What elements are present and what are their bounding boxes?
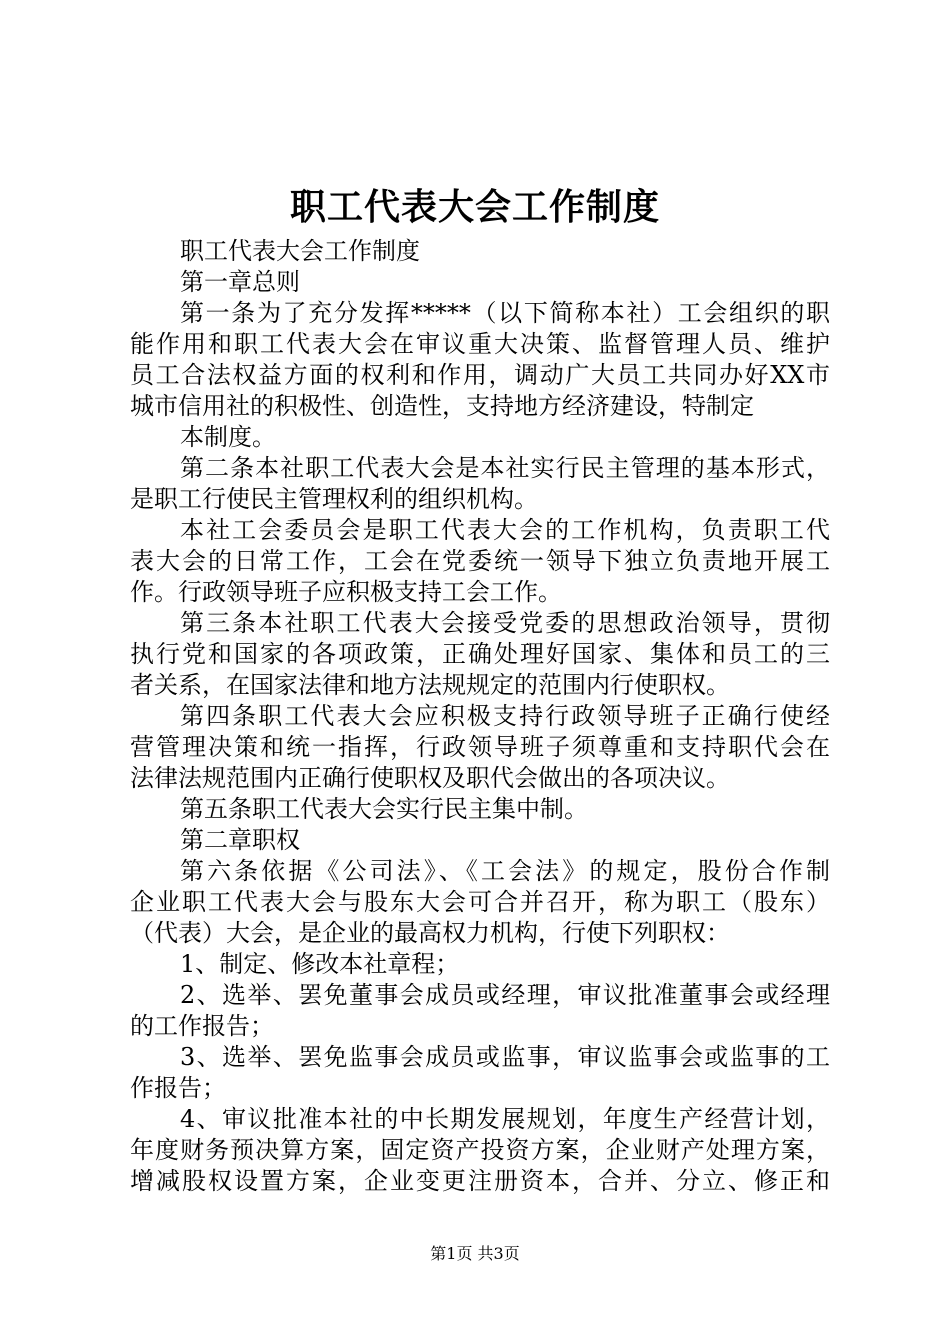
text-line: 增减股权设置方案，企业变更注册资本，合并、分立、修正和 [130, 1167, 830, 1195]
text-line: 执行党和国家的各项政策，正确处理好国家、集体和员工的三 [130, 640, 830, 668]
text-line: 表大会的日常工作，工会在党委统一领导下独立负责地开展工 [130, 547, 830, 575]
text-line: 本社工会委员会是职工代表大会的工作机构，负责职工代 [180, 516, 830, 544]
text-line: 的工作报告； [130, 1012, 274, 1040]
text-line: 第一章总则 [180, 268, 300, 296]
text-line: （代表）大会，是企业的最高权力机构，行使下列职权： [130, 919, 730, 947]
text-line: 者关系，在国家法律和地方法规规定的范围内行使职权。 [130, 671, 730, 699]
text-line: 第二条本社职工代表大会是本社实行民主管理的基本形式， [180, 454, 830, 482]
text-line: 第一条为了充分发挥*****（以下简称本社）工会组织的职 [180, 299, 830, 327]
text-line: 营管理决策和统一指挥，行政领导班子须尊重和支持职代会在 [130, 733, 830, 761]
text-line: 第四条职工代表大会应积极支持行政领导班子正确行使经 [180, 702, 830, 730]
text-line: 作。行政领导班子应积极支持工会工作。 [130, 578, 562, 606]
text-line: 第六条依据《公司法》、《工会法》的规定，股份合作制 [180, 857, 830, 885]
document-body [130, 236, 830, 1197]
document-title: 职工代表大会工作制度 [289, 186, 660, 228]
text-line: 2、选举、罢免董事会成员或经理，审议批准董事会或经理 [180, 981, 830, 1009]
text-line: 员工合法权益方面的权利和作用，调动广大员工共同办好XX市 [130, 361, 830, 389]
text-line: 年度财务预决算方案，固定资产投资方案，企业财产处理方案， [130, 1136, 830, 1164]
page-number-footer: 第1页 共3页 [430, 1244, 520, 1263]
text-line: 是职工行使民主管理权利的组织机构。 [130, 485, 538, 513]
text-line: 第五条职工代表大会实行民主集中制。 [180, 795, 588, 823]
text-line: 法律法规范围内正确行使职权及职代会做出的各项决议。 [130, 764, 730, 792]
text-line: 作报告； [130, 1074, 226, 1102]
text-line: 3、选举、罢免监事会成员或监事，审议监事会或监事的工 [180, 1043, 830, 1071]
text-line: 企业职工代表大会与股东大会可合并召开，称为职工（股东） [130, 888, 830, 916]
text-line: 1、制定、修改本社章程； [180, 950, 460, 978]
text-line: 职工代表大会工作制度 [180, 237, 420, 265]
text-line: 第三条本社职工代表大会接受党委的思想政治领导，贯彻 [180, 609, 830, 637]
text-line: 能作用和职工代表大会在审议重大决策、监督管理人员、维护 [130, 330, 830, 358]
text-line: 城市信用社的积极性、创造性，支持地方经济建设，特制定 [130, 392, 754, 420]
text-line: 第二章职权 [180, 826, 300, 854]
text-line: 本制度。 [180, 423, 276, 451]
text-line: 4、审议批准本社的中长期发展规划，年度生产经营计划， [180, 1105, 830, 1133]
